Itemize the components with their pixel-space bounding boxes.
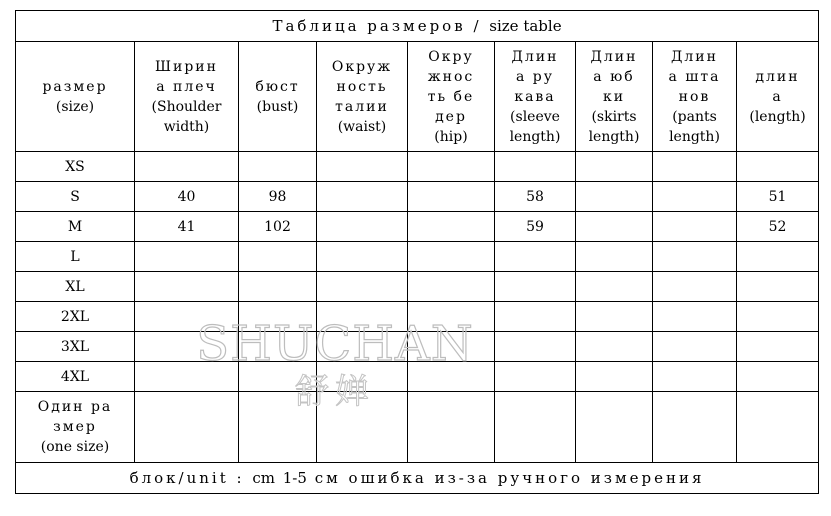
measurement-cell: [317, 242, 408, 272]
size-cell: XS: [16, 152, 135, 182]
footer-row: [16, 463, 819, 494]
measurement-cell: [737, 362, 819, 392]
measurement-cell: [317, 392, 408, 463]
measurement-cell: [495, 242, 576, 272]
measurement-cell: [239, 392, 317, 463]
measurement-cell: 41: [135, 212, 239, 242]
footer-note: [16, 463, 819, 494]
column-header: [408, 42, 495, 152]
measurement-cell: [239, 272, 317, 302]
one-size-label: [16, 392, 135, 463]
header-en-line: (length): [749, 108, 806, 125]
header-ru-line: а юб: [593, 68, 635, 85]
size-cell: 2XL: [16, 302, 135, 332]
measurement-cell: [317, 302, 408, 332]
measurement-cell: [737, 302, 819, 332]
measurement-cell: [408, 272, 495, 302]
measurement-cell: [408, 362, 495, 392]
measurement-cell: [653, 392, 737, 463]
one-size-row: [16, 392, 819, 463]
measurement-cell: [576, 332, 653, 362]
footer-colon: :: [236, 469, 245, 487]
header-ru-line: нов: [678, 88, 711, 105]
header-en-line: (pants: [672, 108, 717, 125]
header-en-line: (hip): [434, 128, 468, 145]
measurement-cell: 102: [239, 212, 317, 242]
one-size-ru-line: Один ра: [37, 399, 113, 415]
measurement-cell: 40: [135, 182, 239, 212]
measurement-cell: [317, 272, 408, 302]
size-cell: 3XL: [16, 332, 135, 362]
measurement-cell: [576, 242, 653, 272]
header-ru-line: Длин: [511, 48, 559, 65]
measurement-cell: [408, 392, 495, 463]
size-cell: S: [16, 182, 135, 212]
size-table: [15, 10, 819, 494]
footer-error-note: см ошибка из-за ручного измерения: [314, 469, 705, 487]
size-cell: L: [16, 242, 135, 272]
table-row: [16, 182, 819, 212]
table-row: [16, 362, 819, 392]
table-row: [16, 242, 819, 272]
measurement-cell: [737, 332, 819, 362]
watermark-latin: SHUCHAN: [196, 316, 474, 372]
header-ru-line: кава: [514, 88, 556, 105]
header-ru-line: жнос: [427, 68, 475, 85]
header-ru-line: ки: [602, 88, 626, 105]
measurement-cell: [495, 392, 576, 463]
table-row: [16, 302, 819, 332]
footer-range: 1-5: [282, 469, 307, 487]
measurement-cell: [135, 392, 239, 463]
measurement-cell: 59: [495, 212, 576, 242]
table-title: [16, 11, 819, 42]
header-en-line: length): [509, 128, 561, 145]
measurement-cell: [135, 362, 239, 392]
measurement-cell: [408, 152, 495, 182]
header-en-line: (Shoulder: [151, 98, 222, 115]
column-header: [495, 42, 576, 152]
table-row: [16, 152, 819, 182]
measurement-cell: [135, 152, 239, 182]
measurement-cell: [653, 242, 737, 272]
table-row: [16, 272, 819, 302]
measurement-cell: [317, 212, 408, 242]
measurement-cell: [495, 152, 576, 182]
measurement-cell: [495, 302, 576, 332]
measurement-cell: 58: [495, 182, 576, 212]
header-ru-line: ть бе: [427, 88, 475, 105]
header-ru-line: Ширин: [155, 58, 218, 75]
header-ru-line: а шта: [668, 68, 721, 85]
one-size-en-line: (one size): [40, 439, 110, 455]
header-en-line: (sleeve: [510, 108, 560, 125]
data-body: [16, 152, 819, 392]
measurement-cell: [576, 212, 653, 242]
measurement-cell: [135, 332, 239, 362]
measurement-cell: [408, 302, 495, 332]
header-en-line: length): [669, 128, 720, 145]
header-ru-line: а плеч: [156, 78, 217, 95]
measurement-cell: [737, 392, 819, 463]
title-ru: Таблица размеров: [272, 17, 466, 35]
measurement-cell: [317, 152, 408, 182]
header-ru-line: Длин: [671, 48, 718, 65]
header-en-line: (skirts: [591, 108, 637, 125]
measurement-cell: [239, 302, 317, 332]
measurement-cell: [653, 182, 737, 212]
header-ru-line: длин: [755, 68, 800, 85]
measurement-cell: [239, 332, 317, 362]
header-ru-line: а: [772, 88, 783, 105]
measurement-cell: [495, 362, 576, 392]
table-row: [16, 332, 819, 362]
measurement-cell: [653, 362, 737, 392]
measurement-cell: [408, 242, 495, 272]
measurement-cell: [576, 362, 653, 392]
header-en-line: (size): [55, 98, 95, 115]
header-ru-line: Окру: [428, 48, 474, 65]
header-row: [16, 42, 819, 152]
measurement-cell: [576, 272, 653, 302]
title-en: size table: [489, 17, 562, 35]
header-ru-line: Длин: [590, 48, 638, 65]
watermark-cjk: 舒婵: [295, 372, 375, 412]
one-size-ru-line: змер: [53, 419, 97, 435]
measurement-cell: [239, 242, 317, 272]
column-header: [317, 42, 408, 152]
measurement-cell: [653, 272, 737, 302]
size-cell: M: [16, 212, 135, 242]
title-row: [16, 11, 819, 42]
measurement-cell: [317, 362, 408, 392]
header-en-line: width): [163, 118, 210, 135]
measurement-cell: [576, 392, 653, 463]
column-header: [135, 42, 239, 152]
measurement-cell: [239, 362, 317, 392]
measurement-cell: [408, 212, 495, 242]
column-header: [239, 42, 317, 152]
column-header: [653, 42, 737, 152]
measurement-cell: [576, 302, 653, 332]
measurement-cell: [653, 212, 737, 242]
measurement-cell: [135, 242, 239, 272]
measurement-cell: 52: [737, 212, 819, 242]
measurement-cell: [408, 332, 495, 362]
header-en-line: (bust): [256, 98, 299, 115]
measurement-cell: [317, 332, 408, 362]
measurement-cell: [576, 182, 653, 212]
header-ru-line: бюст: [255, 78, 300, 95]
measurement-cell: [495, 332, 576, 362]
measurement-cell: [653, 332, 737, 362]
measurement-cell: [737, 272, 819, 302]
header-en-line: length): [588, 128, 640, 145]
footer-unit-label: блок/unit: [129, 469, 229, 487]
header-ru-line: Окруж: [331, 58, 393, 75]
column-header: [16, 42, 135, 152]
measurement-cell: [239, 152, 317, 182]
header-en-line: (waist): [337, 118, 387, 135]
measurement-cell: [135, 302, 239, 332]
measurement-cell: [408, 182, 495, 212]
measurement-cell: [495, 272, 576, 302]
measurement-cell: [135, 272, 239, 302]
size-cell: 4XL: [16, 362, 135, 392]
size-cell: XL: [16, 272, 135, 302]
measurement-cell: [737, 152, 819, 182]
header-ru-line: дер: [435, 108, 467, 125]
measurement-cell: 98: [239, 182, 317, 212]
header-ru-line: а ру: [516, 68, 554, 85]
header-ru-line: размер: [42, 78, 108, 95]
header-ru-line: талии: [335, 98, 389, 115]
measurement-cell: 51: [737, 182, 819, 212]
measurement-cell: [653, 302, 737, 332]
title-separator: /: [473, 17, 482, 35]
column-header: [737, 42, 819, 152]
footer-unit: cm: [252, 469, 275, 487]
column-header: [576, 42, 653, 152]
measurement-cell: [317, 182, 408, 212]
measurement-cell: [737, 242, 819, 272]
measurement-cell: [653, 152, 737, 182]
table-row: [16, 212, 819, 242]
header-ru-line: ность: [336, 78, 388, 95]
measurement-cell: [576, 152, 653, 182]
